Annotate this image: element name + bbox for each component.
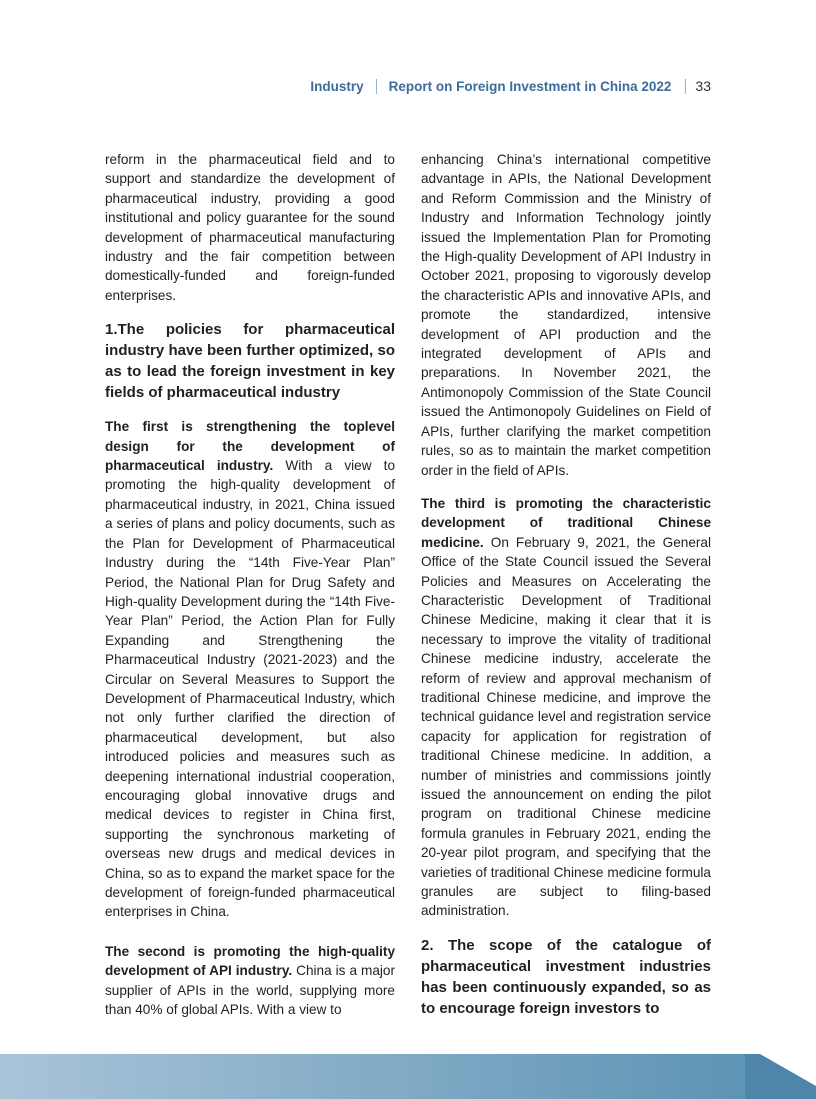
section-label: Industry [310, 78, 364, 94]
footer-band [0, 1054, 816, 1099]
paragraph-lead: The first is strengthening the toplevel design for the development of pharmaceutical industry. [105, 419, 395, 474]
page-number: 33 [695, 78, 711, 94]
report-title: Report on Foreign Investment in China 2022 [388, 78, 672, 94]
running-header [310, 78, 711, 94]
header-divider [685, 79, 686, 94]
paragraph: enhancing China’s international competitive advantage in APIs, the National Development and Reform Commission and the Ministry of Industry and Information Technology jointly issued the Implementation Plan for Promoting the High-quality Development of API Industry in October 2021, proposing to vigorously develop the characteristic APIs and innovative APIs, and promote the standardized, intensive development of API production and the integrated development of APIs and preparations. In November 2021, the Antimonopoly Commission of the State Council issued the Antimonopoly Guidelines on Field of APIs, further clarifying the market competition rules, so as to maintain the market competition order in the field of APIs. [421, 152, 711, 478]
section-heading: 2. The scope of the catalogue of pharmaceutical investment industries has been continuously expanded, so as to encourage foreign investors to [421, 936, 711, 1017]
paragraph [105, 417, 395, 922]
paragraph-lead: The second is promoting the high-quality development of API industry. [105, 943, 395, 979]
paragraph [421, 494, 711, 921]
paragraph-body: On February 9, 2021, the General Office of the State Council issued the Several Policies and Measures on Accelerating the Characteristic Development of Traditional Chinese Medicine, making it clear that it is necessary to improve the vitality of traditional Chinese medicine industry, accelerate the reform of review and approval mechanism of traditional Chinese medicine, and improve the technical guidance level and registration service capacity for application for registration of traditional Chinese medicine. In addition, a number of ministries and commissions jointly issued the announcement on ending the pilot program on traditional Chinese medicine formula granules in February 2021, ending the 20-year pilot program, and specifying that the varieties of traditional Chinese medicine formula granules are subject to filing-based administration. [421, 534, 711, 919]
header-divider [376, 79, 377, 94]
paragraph-body: China is a major supplier of APIs in the world, supplying more than 40% of global APIs. With a view to [105, 963, 395, 1018]
left-column [105, 150, 395, 1033]
paragraph-lead: The third is promoting the characteristic development of traditional Chinese medicine. [421, 495, 711, 550]
right-column [421, 150, 711, 1033]
paragraph-body: With a view to promoting the high-quality development of pharmaceutical industry, in 2021, China issued a series of plans and policy documents, such as the Plan for Development of Pharmaceutical Industry during the “14th Five-Year Plan” Period, the National Plan for Drug Safety and High-quality Development during the “14th Five-Year Plan” Period, the Action Plan for Fully Expanding and Strengthening the Pharmaceutical Industry (2021-2023) and the Circular on Several Measures to Support the Development of Pharmaceutical Industry, which not only further clarified the direction of pharmaceutical development, but also introduced policies and measures such as deepening international industrial cooperation, encouraging global innovative drugs and medical devices to register in China first, supporting the synchronous marketing of overseas new drugs and medical devices in China, so as to expand the market space for the development of foreign-funded pharmaceutical enterprises in China. [105, 458, 395, 920]
section-heading: 1.The policies for pharmaceutical industry have been further optimized, so as to lead the foreign investment in key fields of pharmaceutical industry [105, 321, 395, 402]
paragraph [105, 942, 395, 1020]
paragraph: reform in the pharmaceutical field and to support and standardize the development of pharmaceutical industry, providing a good institutional and policy guarantee for the sound development of pharmaceutical manufacturing industry and the fair competition between domestically-funded and foreign-funded enterprises. [105, 152, 395, 303]
